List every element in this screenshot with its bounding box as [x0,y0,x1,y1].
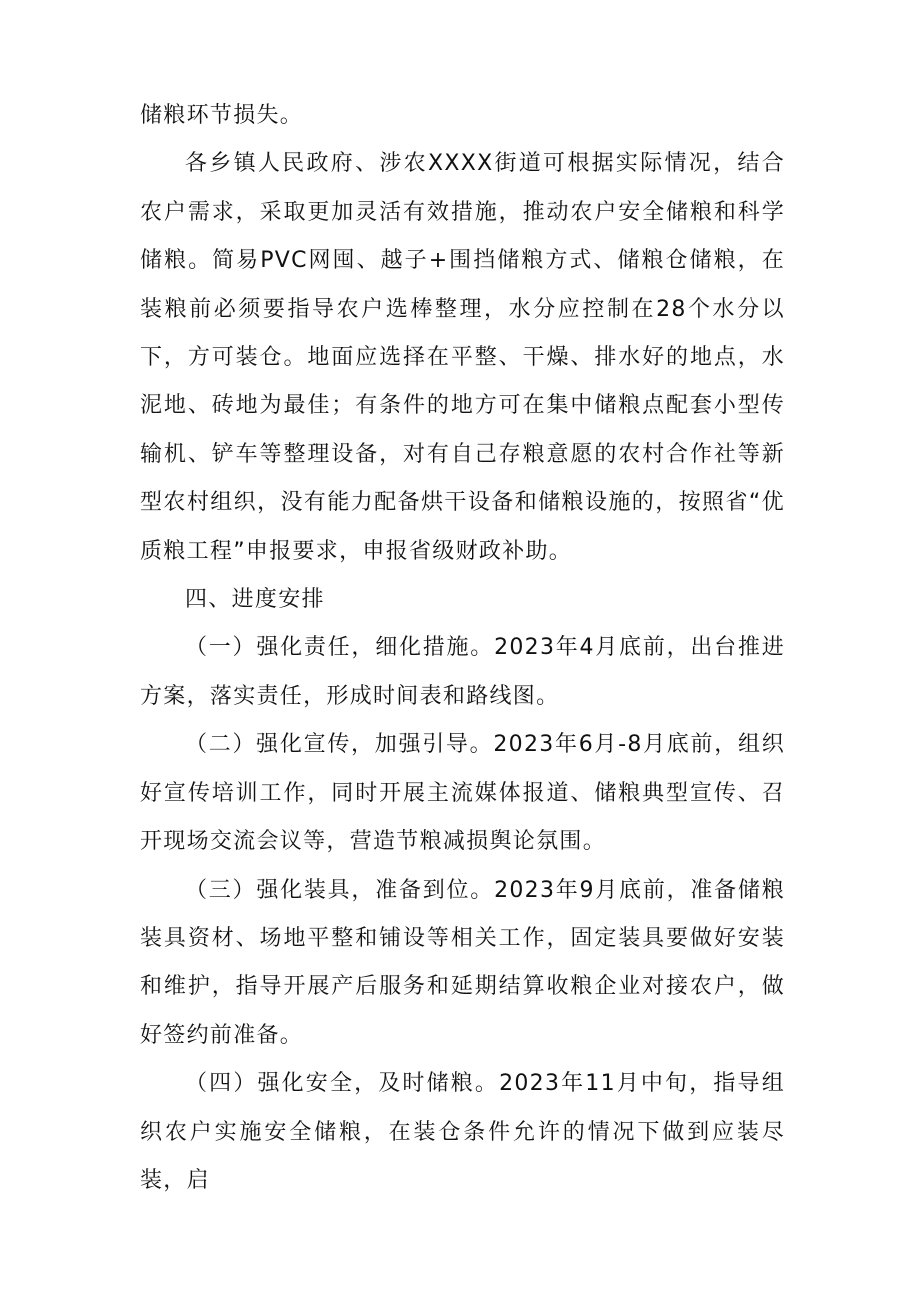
paragraph-schedule-item-1: （一）强化责任，细化措施。2023年4月底前，出台推进方案，落实责任，形成时间表和路线图。 [140,635,785,709]
document-body [140,92,785,1205]
paragraph-storage-measures: 各乡镇人民政府、涉农XXXX街道可根据实际情况，结合农户需求，采取更加灵活有效措施，推动农户安全储粮和科学储粮。简易PVC网囤、越子+围挡储粮方式、储粮仓储粮，在装粮前必须要指导农户选棒整理，水分应控制在28个水分以下，方可装仓。地面应选择在平整、干燥、排水好的地点，水泥地、砖地为最佳；有条件的地方可在集中储粮点配套小型传输机、铲车等整理设备，对有自己存粮意愿的农村合作社等新型农村组织，没有能力配备烘干设备和储粮设施的，按照省“优质粮工程”申报要求，申报省级财政补助。 [140,151,785,564]
paragraph-continuation: 储粮环节损失。 [140,103,304,128]
paragraph-schedule-item-2: （二）强化宣传，加强引导。2023年6月-8月底前，组织好宣传培训工作，同时开展主流媒体报道、储粮典型宣传、召开现场交流会议等，营造节粮减损舆论氛围。 [140,732,785,855]
paragraph-schedule-item-4: （四）强化安全，及时储粮。2023年11月中旬，指导组织农户实施安全储粮，在装仓条件允许的情况下做到应装尽装，启 [140,1071,785,1193]
section-heading-schedule: 四、进度安排 [185,587,325,613]
paragraph-schedule-item-3: （三）强化装具，准备到位。2023年9月底前，准备储粮装具资材、场地平整和铺设等相关工作，固定装具要做好安装和维护，指导开展产后服务和延期结算收粮企业对接农户，做好签约前准备。 [140,877,785,1048]
